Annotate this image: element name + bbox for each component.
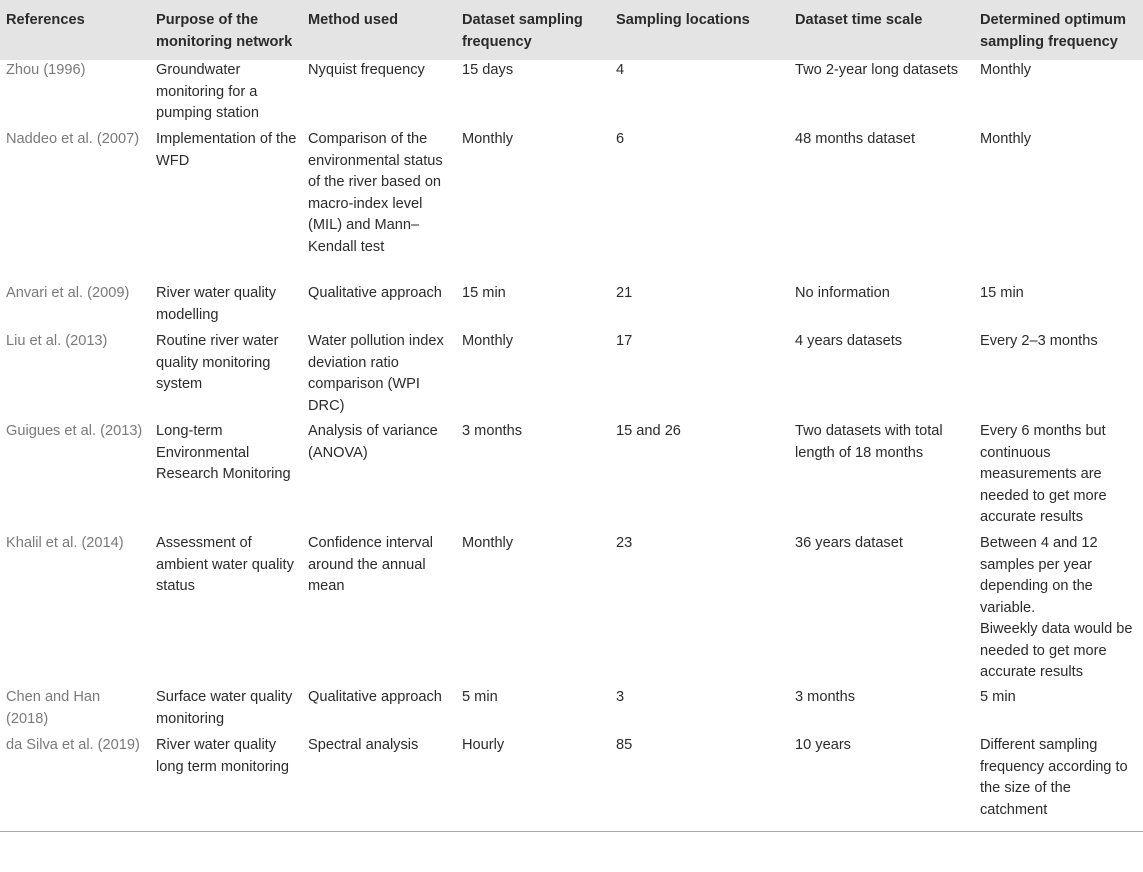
table-row (0, 421, 1143, 533)
table-row (0, 129, 1143, 283)
table-row (0, 331, 1143, 421)
method-cell: Water pollution index deviation ratio comparison (WPI DRC) (308, 333, 444, 414)
table-row (0, 687, 1143, 735)
table-row (0, 735, 1143, 832)
table-body (0, 60, 1143, 832)
locations-cell: 6 (616, 131, 625, 147)
dataset-frequency-cell: Monthly (462, 131, 514, 147)
time-scale-cell: 48 months dataset (795, 131, 916, 147)
purpose-cell: Long-term Environmental Research Monitoring (156, 423, 291, 482)
reference-cell: Zhou (1996) (6, 62, 86, 78)
purpose-cell: Groundwater monitoring for a pumping station (156, 62, 260, 121)
method-cell: Qualitative approach (308, 285, 442, 301)
column-header-purpose: Purpose of the monitoring network (156, 12, 293, 50)
column-header-sampling-locations: Sampling locations (616, 12, 750, 28)
purpose-cell: Surface water quality monitoring (156, 689, 293, 727)
column-header-dataset-frequency: Dataset sampling frequency (462, 12, 583, 50)
table-row (0, 60, 1143, 129)
dataset-frequency-cell: 15 days (462, 62, 514, 78)
purpose-cell: Assessment of ambient water quality status (156, 535, 294, 594)
optimum-frequency-cell: Different sampling frequency according to the size of the catchment (974, 735, 1143, 832)
locations-cell: 15 and 26 (616, 423, 681, 439)
purpose-cell: River water quality modelling (156, 285, 277, 323)
header-row (0, 0, 1143, 60)
method-cell: Confidence interval around the annual mean (308, 535, 433, 594)
time-scale-cell: Two 2-year long datasets (795, 62, 959, 78)
locations-cell: 3 (616, 689, 625, 705)
reference-cell: Naddeo et al. (2007) (6, 131, 140, 147)
reference-cell: da Silva et al. (2019) (0, 735, 150, 832)
table-row (0, 533, 1143, 687)
dataset-frequency-cell: Monthly (462, 333, 514, 349)
optimum-frequency-cell: Every 6 months but continuous measurements are needed to get more accurate results (980, 423, 1107, 525)
optimum-frequency-cell: Monthly (980, 131, 1032, 147)
method-cell: Nyquist frequency (308, 62, 425, 78)
locations-cell: 4 (616, 62, 625, 78)
optimum-frequency-cell: 15 min (980, 285, 1024, 301)
time-scale-cell: Two datasets with total length of 18 months (795, 423, 943, 461)
optimum-frequency-cell (974, 533, 1143, 687)
locations-cell: 21 (616, 285, 633, 301)
dataset-frequency-cell: 3 months (462, 423, 523, 439)
optimum-frequency-cell: Monthly (980, 62, 1032, 78)
optimum-frequency-cell: Every 2–3 months (980, 333, 1098, 349)
column-header-references: References (6, 12, 85, 28)
dataset-frequency-cell: Hourly (456, 735, 610, 832)
locations-cell: 17 (616, 333, 633, 349)
reference-cell: Anvari et al. (2009) (6, 285, 130, 301)
method-cell: Spectral analysis (302, 735, 456, 832)
method-cell: Comparison of the environmental status of the river based on macro-index level (MIL) and Mann–Kendall test (308, 131, 443, 255)
purpose-cell: Implementation of the WFD (156, 131, 297, 169)
column-header-method: Method used (308, 12, 398, 28)
time-scale-cell: 10 years (789, 735, 974, 832)
locations-cell: 23 (616, 535, 633, 551)
reference-cell: Liu et al. (2013) (6, 333, 108, 349)
optimum-frequency-text: Between 4 and 12 samples per year depending on the variable. (980, 535, 1098, 616)
dataset-frequency-cell: Monthly (462, 535, 514, 551)
table-row (0, 283, 1143, 331)
time-scale-cell: No information (795, 285, 890, 301)
reference-cell: Guigues et al. (2013) (6, 423, 143, 439)
optimum-frequency-cell: 5 min (980, 689, 1016, 705)
purpose-cell: Routine river water quality monitoring system (156, 333, 279, 392)
dataset-frequency-cell: 15 min (462, 285, 506, 301)
time-scale-cell: 4 years datasets (795, 333, 903, 349)
method-cell: Analysis of variance (ANOVA) (308, 423, 438, 461)
time-scale-cell: 3 months (795, 689, 856, 705)
reference-cell: Chen and Han (2018) (6, 689, 101, 727)
locations-cell: 85 (610, 735, 789, 832)
reference-cell: Khalil et al. (2014) (6, 535, 124, 551)
column-header-time-scale: Dataset time scale (795, 12, 923, 28)
method-cell: Qualitative approach (308, 689, 442, 705)
dataset-frequency-cell: 5 min (462, 689, 498, 705)
optimum-frequency-note: Biweekly data would be needed to get more accurate results (980, 621, 1133, 680)
column-header-optimum-frequency: Determined optimum sampling frequency (980, 12, 1126, 50)
table-header (0, 0, 1143, 60)
purpose-cell: River water quality long term monitoring (150, 735, 302, 832)
time-scale-cell: 36 years dataset (795, 535, 903, 551)
